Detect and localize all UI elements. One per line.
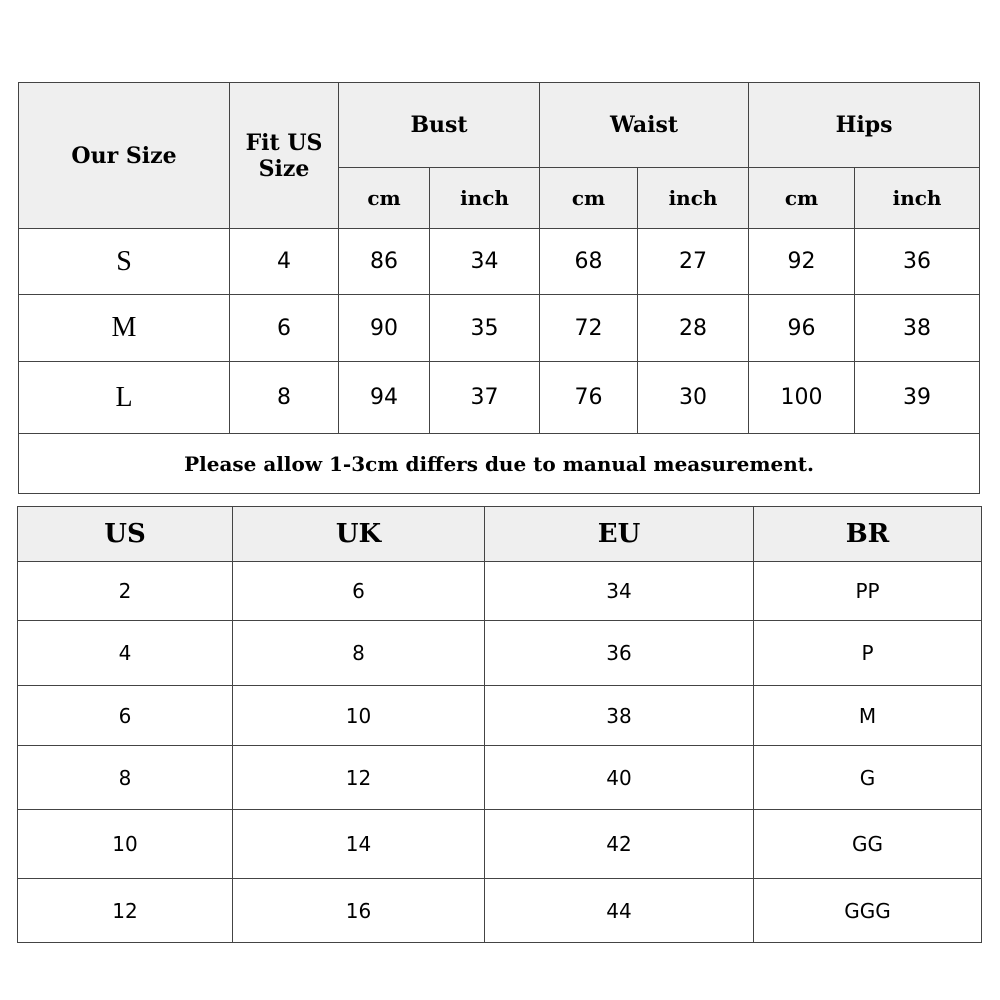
waist-inch-header: inch	[638, 168, 749, 229]
uk-cell: 8	[233, 621, 485, 686]
table-row	[19, 362, 980, 434]
fit-us-size-header-text: Fit US Size	[245, 129, 323, 182]
hips-inch-cell: 36	[855, 229, 980, 295]
uk-cell: 16	[233, 879, 485, 943]
hips-inch-cell: 38	[855, 295, 980, 362]
us-cell: 6	[18, 686, 233, 746]
table-row	[18, 746, 982, 810]
size-cell: L	[19, 362, 230, 434]
us-header: US	[18, 507, 233, 562]
us-cell: 2	[18, 562, 233, 621]
br-cell: P	[754, 621, 982, 686]
hips-inch-header: inch	[855, 168, 980, 229]
us-cell: 10	[18, 810, 233, 879]
waist-cm-cell: 76	[540, 362, 638, 434]
bust-cm-header: cm	[339, 168, 430, 229]
fit-us-cell: 8	[230, 362, 339, 434]
our-size-header: Our Size	[19, 83, 230, 229]
waist-cm-cell: 72	[540, 295, 638, 362]
waist-header: Waist	[540, 83, 749, 168]
waist-inch-cell: 27	[638, 229, 749, 295]
eu-cell: 38	[485, 686, 754, 746]
waist-cm-header: cm	[540, 168, 638, 229]
us-cell: 12	[18, 879, 233, 943]
bust-inch-header: inch	[430, 168, 540, 229]
table-row	[19, 295, 980, 362]
waist-inch-cell: 30	[638, 362, 749, 434]
fit-us-cell: 4	[230, 229, 339, 295]
hips-inch-cell: 39	[855, 362, 980, 434]
table-row	[18, 562, 982, 621]
uk-cell: 14	[233, 810, 485, 879]
br-cell: GGG	[754, 879, 982, 943]
table-row	[19, 229, 980, 295]
hips-cm-header: cm	[749, 168, 855, 229]
bust-cm-cell: 94	[339, 362, 430, 434]
eu-cell: 40	[485, 746, 754, 810]
waist-inch-cell: 28	[638, 295, 749, 362]
uk-cell: 10	[233, 686, 485, 746]
eu-cell: 44	[485, 879, 754, 943]
br-cell: M	[754, 686, 982, 746]
size-cell: M	[19, 295, 230, 362]
size-cell: S	[19, 229, 230, 295]
hips-header: Hips	[749, 83, 980, 168]
table-row	[18, 810, 982, 879]
eu-header: EU	[485, 507, 754, 562]
hips-cm-cell: 92	[749, 229, 855, 295]
measurement-table	[18, 82, 980, 494]
hips-cm-cell: 100	[749, 362, 855, 434]
bust-inch-cell: 34	[430, 229, 540, 295]
measurement-note: Please allow 1-3cm differs due to manual measurement.	[19, 434, 980, 494]
uk-cell: 6	[233, 562, 485, 621]
table-row	[18, 879, 982, 943]
size-conversion-table	[17, 506, 982, 943]
bust-inch-cell: 37	[430, 362, 540, 434]
eu-cell: 36	[485, 621, 754, 686]
bust-inch-cell: 35	[430, 295, 540, 362]
br-cell: GG	[754, 810, 982, 879]
bust-cm-cell: 86	[339, 229, 430, 295]
br-header: BR	[754, 507, 982, 562]
fit-us-cell: 6	[230, 295, 339, 362]
bust-header: Bust	[339, 83, 540, 168]
us-cell: 8	[18, 746, 233, 810]
table-row	[18, 621, 982, 686]
uk-header: UK	[233, 507, 485, 562]
uk-cell: 12	[233, 746, 485, 810]
fit-us-size-header	[230, 83, 339, 229]
waist-cm-cell: 68	[540, 229, 638, 295]
table-row	[18, 686, 982, 746]
br-cell: G	[754, 746, 982, 810]
eu-cell: 34	[485, 562, 754, 621]
br-cell: PP	[754, 562, 982, 621]
hips-cm-cell: 96	[749, 295, 855, 362]
us-cell: 4	[18, 621, 233, 686]
eu-cell: 42	[485, 810, 754, 879]
bust-cm-cell: 90	[339, 295, 430, 362]
